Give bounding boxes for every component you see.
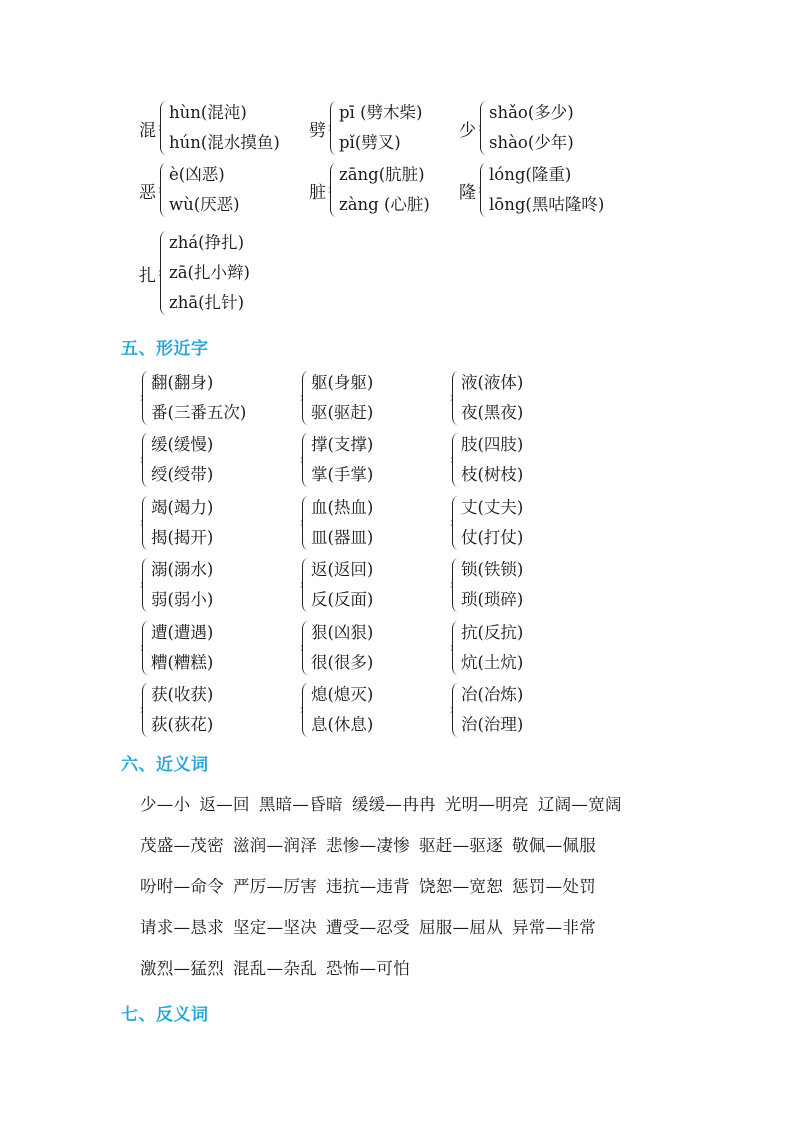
synonym-pair: 辽阔—宽阔	[537, 795, 622, 814]
similar-char-entry: 琐(琐碎)	[461, 590, 524, 610]
similar-char-entry: 驱(驱赶)	[311, 403, 374, 422]
similar-char-pair	[446, 680, 523, 740]
synonym-pair: 吩咐—命令	[140, 877, 224, 896]
synonym-pair: 驱赶—驱逐	[419, 836, 503, 855]
similar-char-entry: 揭(揭开)	[151, 527, 214, 547]
synonym-pair: 请求—恳求	[140, 918, 224, 937]
brace-icon	[142, 621, 150, 675]
polyphone-reading: pǐ(劈叉)	[339, 133, 401, 152]
polyphone-item	[309, 160, 430, 220]
similar-char-entry: 枝(树枝)	[461, 465, 524, 485]
synonym-pair: 遭受—忍受	[326, 918, 410, 937]
section-heading-synonyms: 六、近义词	[121, 755, 209, 775]
polyphone-reading: hún(混水摸鱼)	[169, 133, 280, 152]
polyphone-char: 劈	[309, 120, 326, 141]
synonym-pair: 惩罚—处罚	[512, 877, 596, 896]
polyphone-reading: è(凶恶)	[169, 165, 225, 184]
similar-char-pair	[296, 618, 373, 678]
brace-icon	[330, 101, 338, 155]
synonym-line	[140, 873, 605, 897]
section-heading-similar-chars: 五、形近字	[121, 339, 209, 359]
similar-char-entry: 肢(四肢)	[461, 435, 524, 455]
synonym-pair: 茂盛—茂密	[140, 836, 224, 855]
similar-char-entry: 缓(缓慢)	[151, 435, 214, 455]
brace-icon	[302, 496, 310, 550]
synonym-pair: 坚定—坚决	[233, 918, 317, 937]
similar-char-entry: 躯(身躯)	[311, 373, 374, 392]
similar-char-entry: 治(治理)	[461, 715, 524, 734]
similar-char-entry: 溺(溺水)	[151, 560, 214, 580]
polyphone-reading: shǎo(多少)	[489, 103, 574, 122]
similar-char-pair	[136, 368, 246, 428]
brace-icon	[160, 101, 168, 155]
synonym-pair: 黑暗—昏暗	[258, 795, 343, 814]
similar-char-pair	[446, 555, 523, 615]
similar-char-pair	[446, 430, 523, 490]
brace-icon	[302, 371, 310, 425]
similar-char-entry: 反(反面)	[311, 590, 374, 610]
similar-char-entry: 皿(器皿)	[311, 527, 374, 547]
synonym-pair: 少—小	[140, 795, 191, 814]
synonym-pair: 缓缓—冉冉	[351, 795, 436, 814]
brace-icon	[330, 163, 338, 217]
polyphone-char: 少	[459, 120, 476, 141]
polyphone-char: 隆	[459, 182, 476, 203]
synonym-pair: 恐怖—可怕	[326, 959, 410, 978]
synonym-pair: 异常—非常	[512, 918, 596, 937]
polyphone-item	[139, 160, 240, 220]
similar-char-entry: 息(休息)	[311, 715, 374, 734]
synonym-pair: 激烈—猛烈	[140, 959, 224, 978]
similar-char-pair	[296, 368, 373, 428]
similar-char-entry: 炕(土炕)	[461, 652, 524, 672]
synonym-pair: 严厉—厉害	[233, 877, 317, 896]
polyphone-reading: zā(扎小辫)	[169, 263, 250, 282]
brace-icon	[452, 558, 460, 612]
synonym-pair: 光明—明亮	[444, 795, 529, 814]
section-heading-antonyms: 七、反义词	[121, 1005, 209, 1025]
synonym-pair: 悲惨—凄惨	[326, 836, 410, 855]
similar-char-entry: 仗(打仗)	[461, 527, 524, 547]
similar-char-pair	[136, 680, 213, 740]
polyphone-reading: hùn(混沌)	[169, 103, 247, 122]
similar-char-entry: 锁(铁锁)	[461, 560, 524, 580]
brace-icon	[302, 621, 310, 675]
similar-char-pair	[136, 555, 213, 615]
brace-icon	[480, 163, 488, 217]
polyphone-char: 脏	[309, 182, 326, 203]
similar-char-entry: 狠(凶狠)	[311, 622, 374, 642]
synonym-pair: 敬佩—佩服	[512, 836, 596, 855]
similar-char-entry: 荻(荻花)	[151, 715, 214, 734]
brace-icon	[452, 621, 460, 675]
similar-char-entry: 翻(翻身)	[151, 373, 214, 392]
polyphone-item	[459, 160, 604, 220]
synonym-pair: 饶恕—宽恕	[419, 877, 503, 896]
similar-char-entry: 番(三番五次)	[151, 403, 247, 422]
similar-char-pair	[446, 493, 523, 553]
similar-char-entry: 丈(丈夫)	[461, 497, 524, 517]
polyphone-reading: lóng(隆重)	[489, 165, 572, 184]
synonym-pair: 返—回	[199, 795, 250, 814]
brace-icon	[452, 683, 460, 737]
similar-char-entry: 冶(冶炼)	[461, 685, 524, 704]
polyphone-reading: shào(少年)	[489, 133, 574, 152]
similar-char-entry: 返(返回)	[311, 560, 374, 580]
similar-char-entry: 撑(支撑)	[311, 435, 374, 455]
similar-char-pair	[296, 555, 373, 615]
polyphone-item	[139, 98, 280, 158]
similar-char-entry: 抗(反抗)	[461, 622, 524, 642]
similar-char-entry: 绶(绶带)	[151, 465, 214, 485]
similar-char-entry: 液(液体)	[461, 373, 524, 392]
similar-char-entry: 很(很多)	[311, 652, 374, 672]
similar-char-pair	[296, 430, 373, 490]
polyphone-reading: lōng(黑咕隆咚)	[489, 195, 605, 214]
polyphone-reading: pī (劈木柴)	[339, 103, 423, 122]
polyphone-reading: zàng (心脏)	[339, 195, 430, 214]
synonym-pair: 混乱—杂乱	[233, 959, 317, 978]
brace-icon	[302, 558, 310, 612]
similar-char-entry: 糟(糟糕)	[151, 652, 214, 672]
synonym-pair: 违抗—违背	[326, 877, 410, 896]
synonym-line	[140, 914, 605, 938]
similar-char-pair	[136, 430, 213, 490]
similar-char-pair	[296, 680, 373, 740]
similar-char-pair	[136, 618, 213, 678]
similar-char-pair	[296, 493, 373, 553]
brace-icon	[142, 433, 150, 487]
polyphone-reading: zhá(挣扎)	[169, 233, 245, 252]
polyphone-char: 恶	[139, 182, 156, 203]
brace-icon	[142, 558, 150, 612]
brace-icon	[142, 683, 150, 737]
synonym-pair: 屈服—屈从	[419, 918, 503, 937]
brace-icon	[302, 433, 310, 487]
polyphone-reading: wù(厌恶)	[169, 195, 240, 214]
synonym-line	[140, 955, 419, 979]
brace-icon	[302, 683, 310, 737]
polyphone-char: 混	[139, 120, 156, 141]
brace-icon	[160, 231, 168, 315]
similar-char-pair	[446, 618, 523, 678]
similar-char-pair	[136, 493, 213, 553]
brace-icon	[160, 163, 168, 217]
brace-icon	[452, 433, 460, 487]
similar-char-entry: 弱(弱小)	[151, 590, 214, 610]
polyphone-char: 扎	[139, 265, 156, 286]
brace-icon	[142, 496, 150, 550]
brace-icon	[452, 496, 460, 550]
brace-icon	[480, 101, 488, 155]
similar-char-entry: 遭(遭遇)	[151, 622, 214, 642]
similar-char-entry: 获(收获)	[151, 685, 214, 704]
polyphone-reading: zāng(肮脏)	[339, 165, 425, 184]
similar-char-entry: 掌(手掌)	[311, 465, 374, 485]
synonym-line	[140, 791, 631, 815]
similar-char-pair	[446, 368, 523, 428]
polyphone-reading: zhā(扎针)	[169, 293, 245, 312]
polyphone-item	[309, 98, 422, 158]
polyphone-item	[139, 228, 250, 318]
brace-icon	[142, 371, 150, 425]
similar-char-entry: 血(热血)	[311, 497, 374, 517]
synonym-pair: 滋润—润泽	[233, 836, 317, 855]
polyphone-item	[459, 98, 574, 158]
similar-char-entry: 熄(熄灭)	[311, 685, 374, 704]
brace-icon	[452, 371, 460, 425]
synonym-line	[140, 832, 605, 856]
similar-char-entry: 夜(黑夜)	[461, 403, 524, 422]
similar-char-entry: 竭(竭力)	[151, 497, 214, 517]
